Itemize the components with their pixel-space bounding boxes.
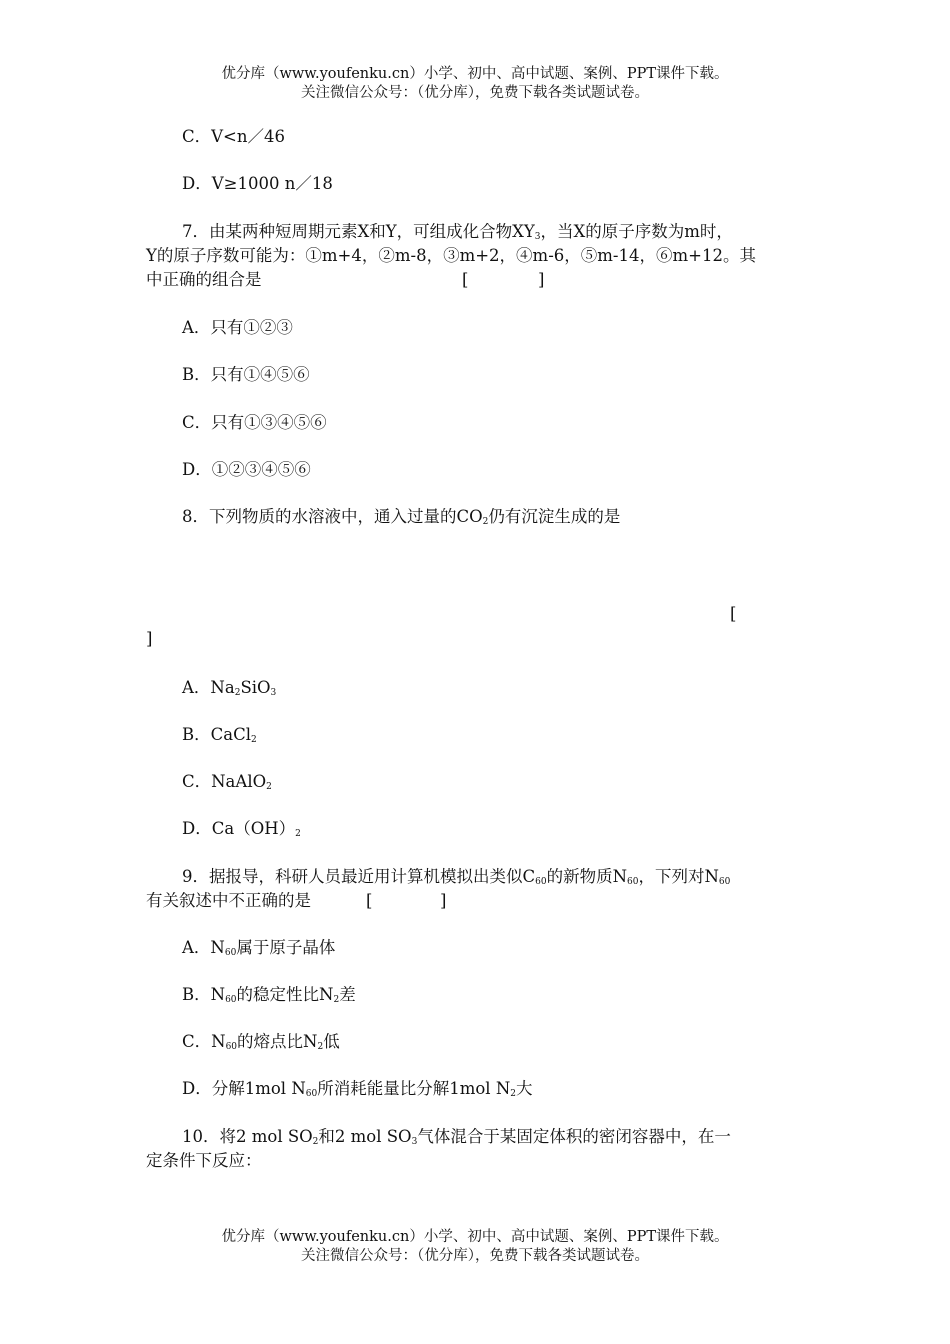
q8-option-a: A．$Na_2SiO_3$ xyxy=(182,678,277,698)
answer-bracket-open: [ xyxy=(462,270,469,289)
answer-bracket-close: ] xyxy=(440,891,447,910)
answer-bracket-close: ] xyxy=(146,629,153,648)
q9-option-d: D．分解1mol $N_{60}$所消耗能量比分解1mol $N_2$大 xyxy=(182,1079,533,1099)
q10-stem-line-1: 10．将2 mol $SO_2$和2 mol $SO_3$气体混合于某固定体积的密闭容器中，在一 xyxy=(182,1127,731,1147)
q10-stem-line-2: 定条件下反应： xyxy=(146,1151,262,1170)
answer-bracket-open: [ xyxy=(730,604,737,623)
q7-option-c: C．只有①③④⑤⑥ xyxy=(182,413,327,432)
q8-option-b: B．CaCl$_2$ xyxy=(182,725,257,745)
header-line-1: 优分库（www.youfenku.cn）小学、初中、高中试题、案例、PPT课件下载。 xyxy=(221,66,729,82)
page-header xyxy=(0,65,950,103)
q8-option-c: C．NaAlO$_2$ xyxy=(182,772,272,792)
q9-option-a: A．$N_{60}$属于原子晶体 xyxy=(182,938,336,958)
header-line-2: 关注微信公众号：（优分库），免费下载各类试题试卷。 xyxy=(301,85,649,101)
q9-stem-line-2: 有关叙述中不正确的是 [ ] xyxy=(146,889,806,913)
q7-stem-line-3: 中正确的组合是 [ ] xyxy=(146,268,806,292)
q8-stem: 8．下列物质的水溶液中，通入过量的$CO_2$仍有沉淀生成的是 xyxy=(182,507,621,527)
q9-option-b: B．$N_{60}$的稳定性比$N_2$差 xyxy=(182,985,356,1005)
q7-stem-line-1: 7．由某两种短周期元素X和Y，可组成化合物$XY_3$，当X的原子序数为m时， xyxy=(182,222,733,242)
footer-line-2: 关注微信公众号：（优分库），免费下载各类试题试卷。 xyxy=(301,1248,649,1264)
footer-line-1: 优分库（www.youfenku.cn）小学、初中、高中试题、案例、PPT课件下载。 xyxy=(221,1229,729,1245)
q8-bracket-close-line xyxy=(146,627,806,651)
answer-bracket-close: ] xyxy=(538,270,545,289)
q7-option-b: B．只有①④⑤⑥ xyxy=(182,365,310,384)
answer-bracket-open: [ xyxy=(366,891,373,910)
q7-stem-line-2: Y的原子序数可能为：①m+4，②m-8，③m+2，④m-6，⑤m-14，⑥m+12。其 xyxy=(146,246,756,265)
q6-option-d: D．V≥1000 n／18 xyxy=(182,174,333,193)
q6-option-c: C．V<n／46 xyxy=(182,127,285,146)
q9-stem-line-1: 9．据报导，科研人员最近用计算机模拟出类似$C_{60}$的新物质$N_{60}$，下列对$N_{60}$ xyxy=(182,867,731,887)
page-footer xyxy=(0,1228,950,1266)
q7-option-d: D．①②③④⑤⑥ xyxy=(182,460,311,479)
q7-option-a: A．只有①②③ xyxy=(182,318,293,337)
q9-option-c: C．$N_{60}$的熔点比$N_2$低 xyxy=(182,1032,340,1052)
q8-option-d: D．$Ca(OH)_2$ xyxy=(182,819,301,839)
